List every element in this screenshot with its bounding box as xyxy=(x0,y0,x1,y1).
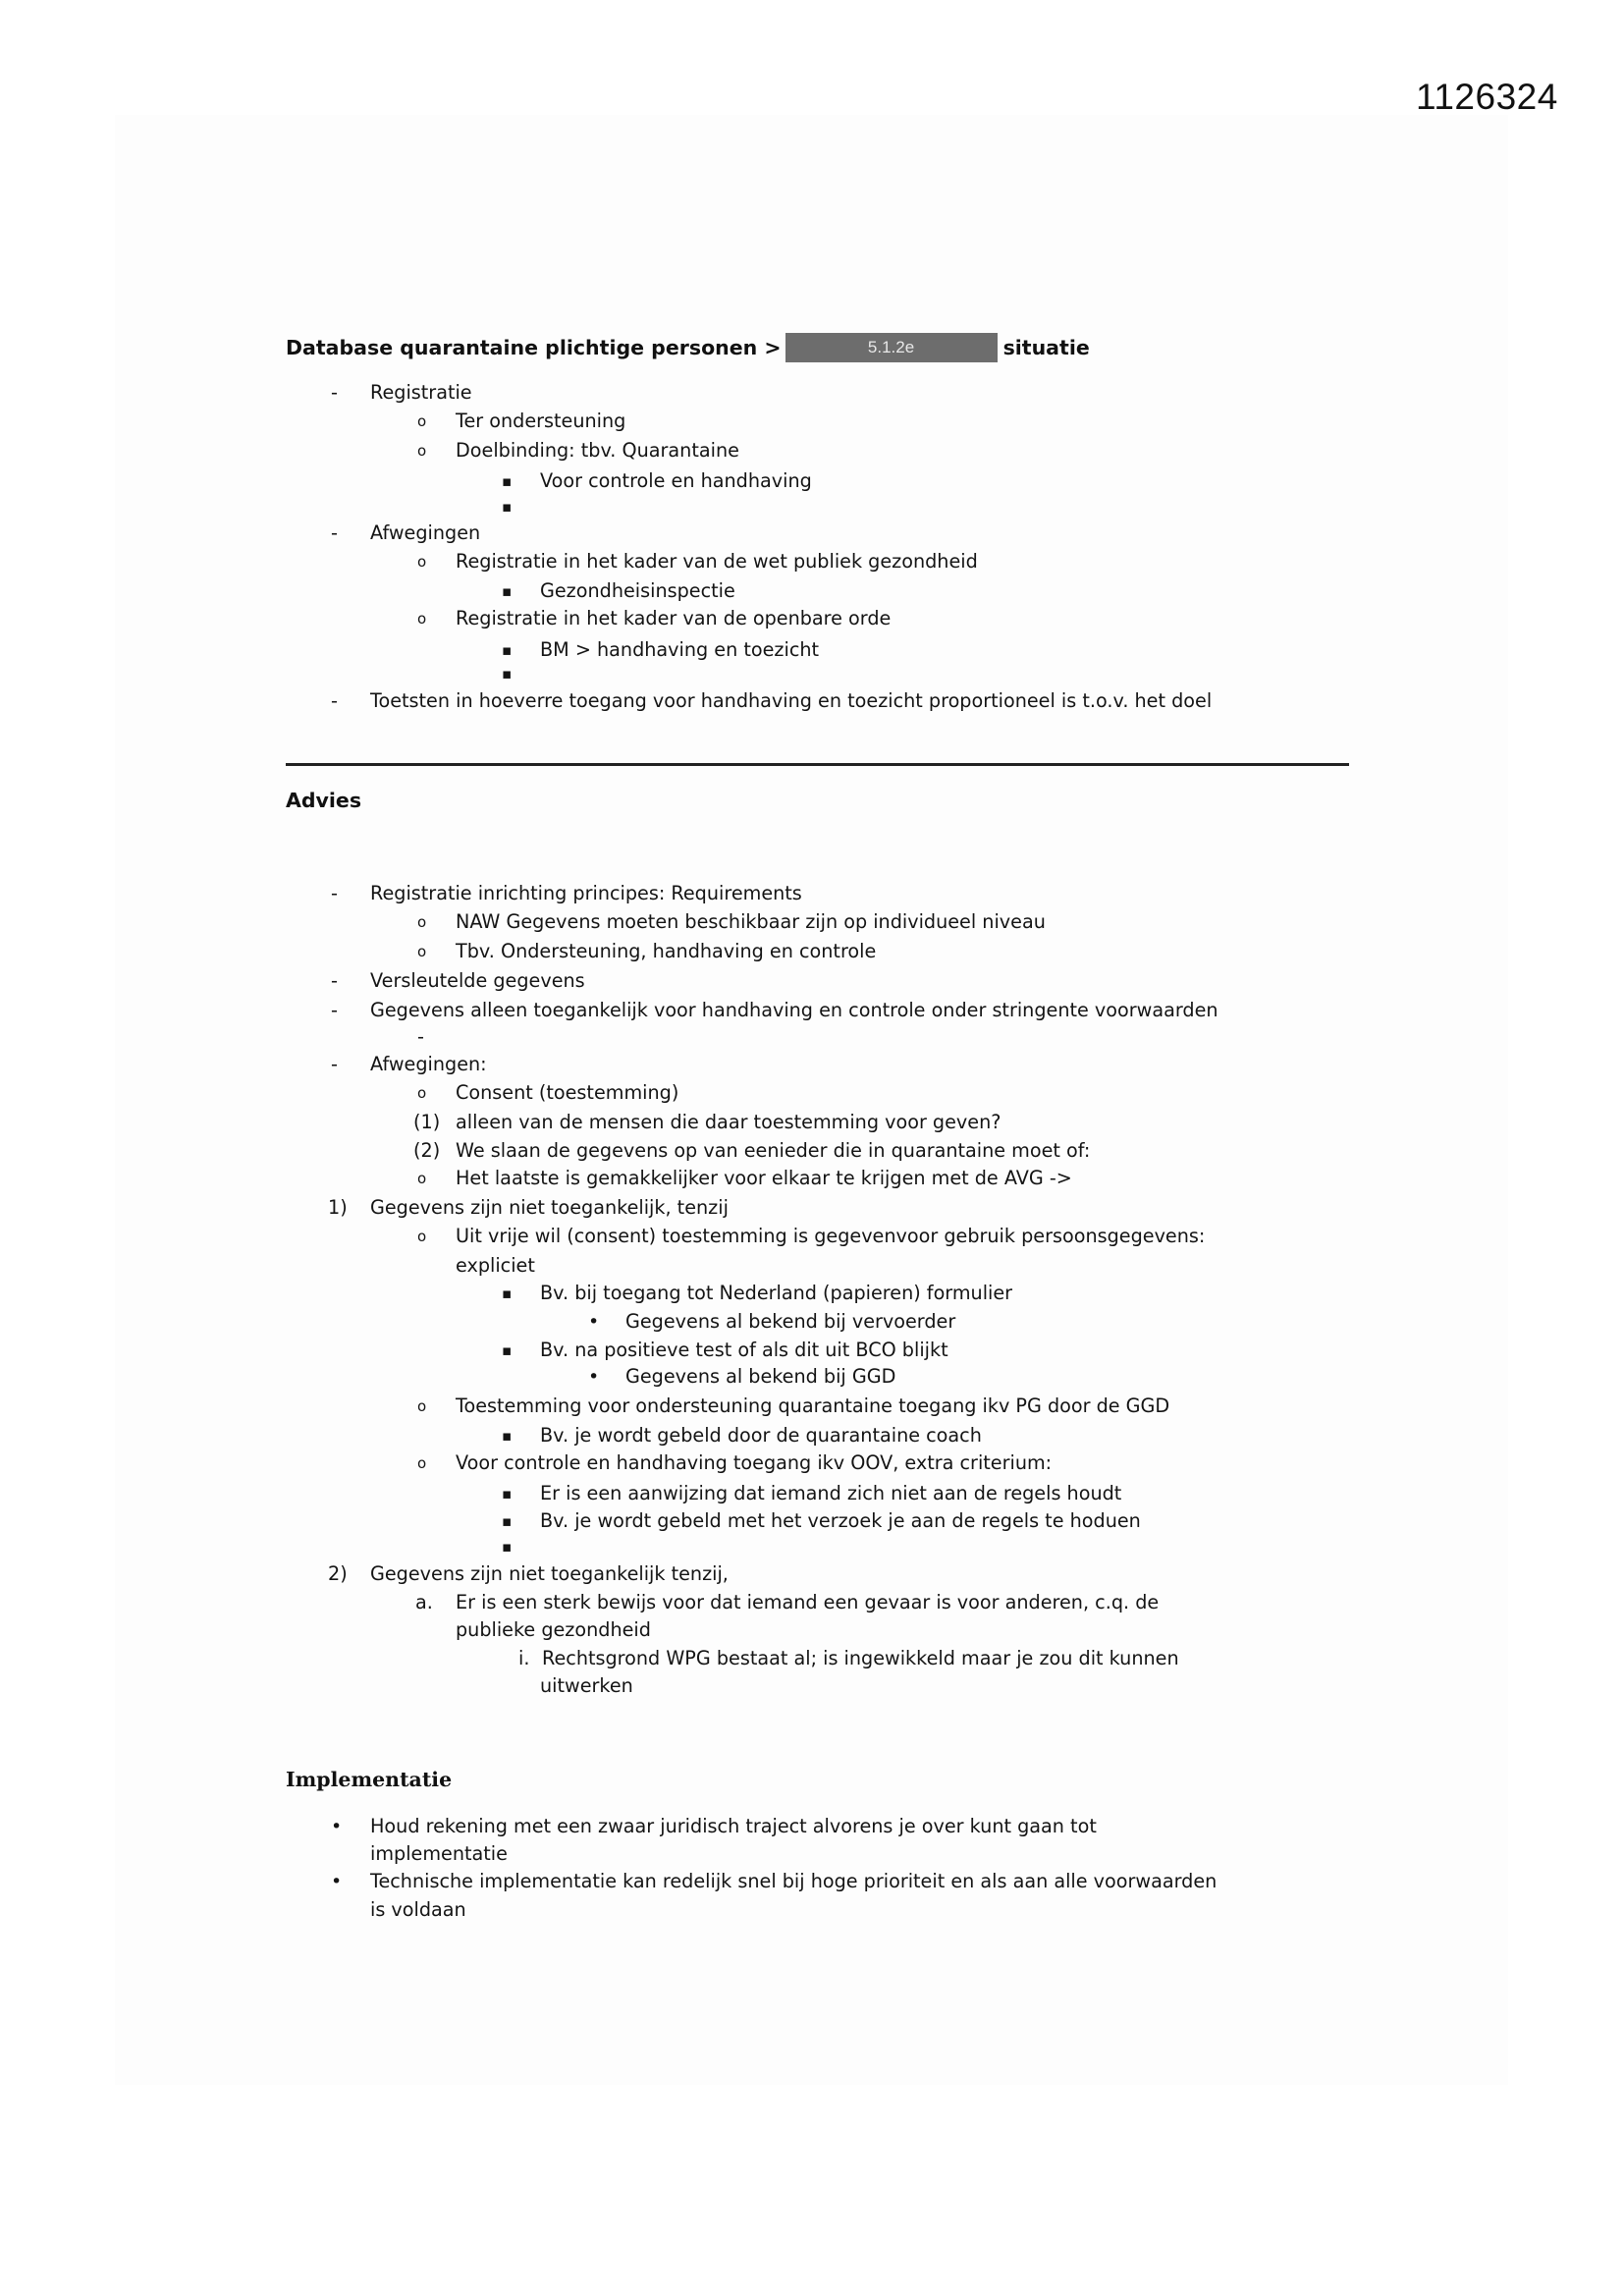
list-marker: 2) xyxy=(328,1562,348,1585)
page-title xyxy=(286,332,1090,363)
list-marker: o xyxy=(417,412,427,430)
list-item-text: Versleutelde gegevens xyxy=(370,969,585,992)
list-marker: - xyxy=(331,521,338,544)
list-item-text: Toestemming voor ondersteuning quarantaine toegang ikv PG door de GGD xyxy=(456,1394,1170,1417)
list-item-text: Het laatste is gemakkelijker voor elkaar te krijgen met de AVG -> xyxy=(456,1167,1072,1189)
list-marker: o xyxy=(417,1084,427,1102)
list-marker: a. xyxy=(415,1591,433,1613)
list-item-text: publieke gezondheid xyxy=(456,1618,651,1641)
list-marker: o xyxy=(417,553,427,571)
list-item-text: Voor controle en handhaving toegang ikv OOV, extra criterium: xyxy=(456,1451,1053,1474)
list-item-text: uitwerken xyxy=(540,1674,633,1697)
list-marker: • xyxy=(588,1311,600,1333)
list-marker: • xyxy=(331,1816,343,1837)
list-item-text: Toetsten in hoeverre toegang voor handhaving en toezicht proportioneel is t.o.v. het doel xyxy=(370,689,1213,712)
list-marker: - xyxy=(331,999,338,1021)
list-item-text: Registratie in het kader van de openbare orde xyxy=(456,607,892,629)
list-marker: ▪ xyxy=(502,1341,513,1359)
section-heading-implementatie: Implementatie xyxy=(286,1768,453,1791)
list-marker: (1) xyxy=(413,1111,441,1133)
list-marker: o xyxy=(417,1170,427,1187)
list-marker: - xyxy=(417,1025,424,1048)
redaction-box: 5.1.2e xyxy=(785,333,998,362)
list-item-text: Bv. je wordt gebeld door de quarantaine coach xyxy=(540,1424,982,1447)
list-marker: o xyxy=(417,1454,427,1472)
list-item-text: Registratie inrichting principes: Requirements xyxy=(370,882,802,904)
list-item-text: BM > handhaving en toezicht xyxy=(540,638,820,661)
list-marker: ▪ xyxy=(502,1485,513,1503)
list-marker: o xyxy=(417,913,427,931)
list-item-text: Er is een sterk bewijs voor dat iemand een gevaar is voor anderen, c.q. de xyxy=(456,1591,1160,1613)
list-marker: - xyxy=(331,882,338,904)
list-marker: - xyxy=(331,969,338,992)
list-marker: ▪ xyxy=(502,665,513,683)
list-item-text: Gegevens al bekend bij vervoerder xyxy=(625,1310,956,1333)
list-item-text: Houd rekening met een zwaar juridisch traject alvorens je over kunt gaan tot xyxy=(370,1815,1097,1837)
list-item-text: implementatie xyxy=(370,1842,508,1865)
list-item-text: Afwegingen: xyxy=(370,1053,487,1075)
list-marker: ▪ xyxy=(502,1285,513,1302)
list-marker: • xyxy=(331,1871,343,1892)
list-marker: o xyxy=(417,1397,427,1415)
list-marker: ▪ xyxy=(502,1538,513,1556)
list-item-text: Gegevens alleen toegankelijk voor handhaving en controle onder stringente voorwaarden xyxy=(370,999,1218,1021)
list-marker: • xyxy=(588,1366,600,1388)
list-marker: - xyxy=(331,689,338,712)
list-item-text: Gezondheisinspectie xyxy=(540,579,735,602)
list-item-text: NAW Gegevens moeten beschikbaar zijn op individueel niveau xyxy=(456,910,1046,933)
list-marker: ▪ xyxy=(502,1427,513,1445)
list-item-text: expliciet xyxy=(456,1254,535,1277)
list-item-text: Ter ondersteuning xyxy=(456,410,626,432)
list-marker: ▪ xyxy=(502,1512,513,1530)
list-item-text: Consent (toestemming) xyxy=(456,1081,679,1104)
list-marker: - xyxy=(331,381,338,404)
list-item-text: Bv. na positieve test of als dit uit BCO blijkt xyxy=(540,1339,948,1361)
list-item-text: Gegevens zijn niet toegankelijk, tenzij xyxy=(370,1196,729,1219)
list-item-text: Tbv. Ondersteuning, handhaving en controle xyxy=(456,940,877,962)
list-item-text: Gegevens al bekend bij GGD xyxy=(625,1365,896,1388)
list-marker: (2) xyxy=(413,1139,441,1162)
list-marker: ▪ xyxy=(502,498,513,516)
list-marker: 1) xyxy=(328,1196,348,1219)
list-marker: o xyxy=(417,1228,427,1245)
document-number: 1126324 xyxy=(1416,77,1558,117)
list-marker: i. xyxy=(518,1647,530,1669)
list-item-text: Afwegingen xyxy=(370,521,481,544)
list-item-text: Registratie in het kader van de wet publiek gezondheid xyxy=(456,550,978,573)
list-marker: ▪ xyxy=(502,582,513,600)
list-marker: o xyxy=(417,610,427,628)
title-suffix: situatie xyxy=(1002,336,1090,359)
list-item-text: Voor controle en handhaving xyxy=(540,469,812,492)
list-item-text: Bv. je wordt gebeld met het verzoek je aan de regels te hoduen xyxy=(540,1509,1141,1532)
list-marker: o xyxy=(417,442,427,460)
list-item-text: alleen van de mensen die daar toestemming voor geven? xyxy=(456,1111,1001,1133)
list-marker: o xyxy=(417,943,427,960)
list-item-text: is voldaan xyxy=(370,1898,466,1921)
list-marker: ▪ xyxy=(502,472,513,490)
list-item-text: Uit vrije wil (consent) toestemming is gegevenvoor gebruik persoonsgegevens: xyxy=(456,1225,1206,1247)
section-heading-advies: Advies xyxy=(286,789,362,812)
list-item-text: Bv. bij toegang tot Nederland (papieren) formulier xyxy=(540,1282,1013,1304)
title-prefix: Database quarantaine plichtige personen > xyxy=(286,336,782,359)
list-marker: - xyxy=(331,1053,338,1075)
list-item-text: Rechtsgrond WPG bestaat al; is ingewikkeld maar je zou dit kunnen xyxy=(542,1647,1179,1669)
list-item-text: Doelbinding: tbv. Quarantaine xyxy=(456,439,739,462)
list-item-text: Registratie xyxy=(370,381,472,404)
section-divider xyxy=(286,763,1349,766)
list-item-text: Technische implementatie kan redelijk snel bij hoge prioriteit en als aan alle voorwaarden xyxy=(370,1870,1218,1892)
list-item-text: We slaan de gegevens op van eenieder die in quarantaine moet of: xyxy=(456,1139,1091,1162)
list-item-text: Er is een aanwijzing dat iemand zich niet aan de regels houdt xyxy=(540,1482,1122,1504)
list-item-text: Gegevens zijn niet toegankelijk tenzij, xyxy=(370,1562,729,1585)
list-marker: ▪ xyxy=(502,641,513,659)
